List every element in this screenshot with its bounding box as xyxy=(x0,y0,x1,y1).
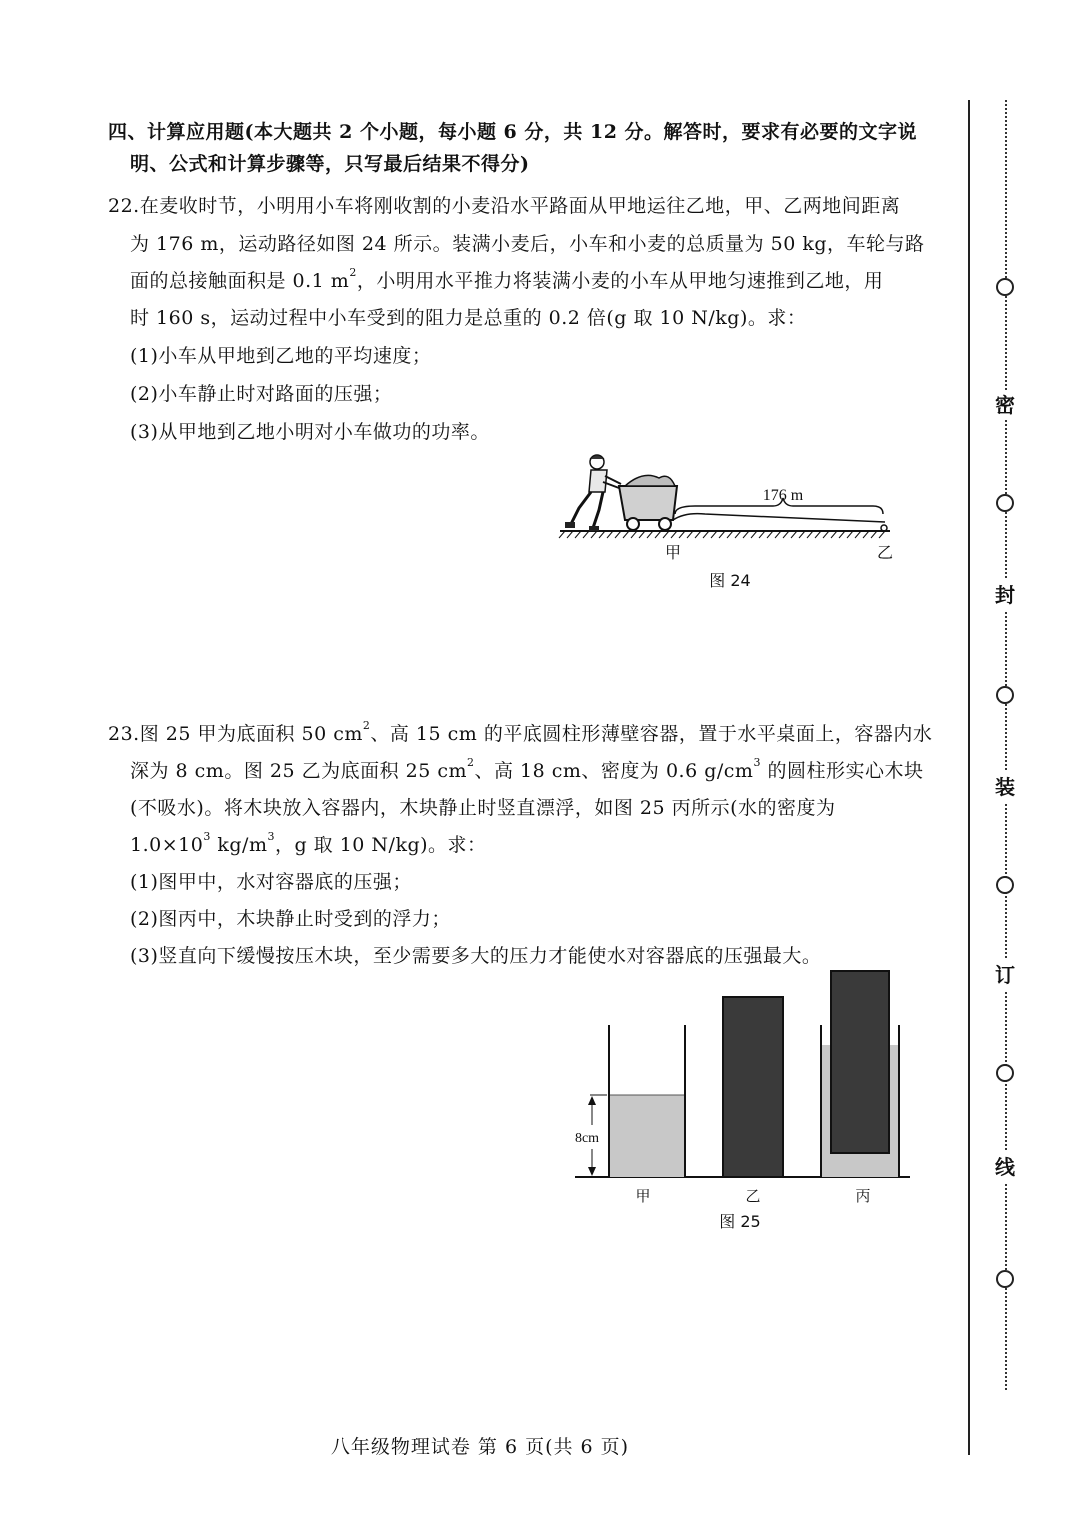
q23-sub3: (3)竖直向下缓慢按压木块，至少需要多大的压力才能使水对容器底的压强最大。 xyxy=(130,945,822,967)
container-c xyxy=(821,971,899,1177)
q23-line1: 23.图 25 甲为底面积 50 $cm^2$、高 15 cm 的平底圆柱形薄壁容器，置于水平桌面上，容器内水 xyxy=(108,719,933,745)
binding-margin-line xyxy=(968,100,970,1455)
distance-label: 176 m xyxy=(762,487,804,504)
q23-line3: (不吸水)。将木块放入容器内，木块静止时竖直漂浮，如图 25 丙所示(水的密度为 xyxy=(130,797,836,819)
q23-line4: $1.0\times 10^3$ $kg/m^3$，g 取 10 N/kg)。求： xyxy=(130,830,487,856)
page-footer: 八年级物理试卷 第 6 页(共 6 页) xyxy=(330,1436,630,1458)
binding-circle xyxy=(996,494,1014,512)
binding-circle xyxy=(996,278,1014,296)
label-a: 甲 xyxy=(635,1187,651,1205)
binding-char-feng: 封 xyxy=(990,580,1020,610)
binding-circle xyxy=(996,876,1014,894)
binding-char-ding: 订 xyxy=(990,960,1020,990)
end-label: 乙 xyxy=(876,543,894,562)
binding-char-zhuang: 装 xyxy=(990,772,1020,802)
q22-sub3: (3)从甲地到乙地小明对小车做功的功率。 xyxy=(130,421,490,443)
q22-line3: 面的总接触面积是 0.1 $m^2$，小明用水平推力将装满小麦的小车从甲地匀速推到乙地，用 xyxy=(130,266,884,292)
figure-25 xyxy=(565,965,915,1235)
q23-sub2: (2)图丙中，木块静止时受到的浮力； xyxy=(130,908,451,930)
label-c: 丙 xyxy=(855,1187,871,1205)
start-label: 甲 xyxy=(664,543,682,562)
q22-sub2: (2)小车静止时对路面的压强； xyxy=(130,383,393,405)
figure-25-caption: 图 25 xyxy=(719,1212,761,1231)
figure-24 xyxy=(555,448,900,593)
q22-sub1: (1)小车从甲地到乙地的平均速度； xyxy=(130,345,432,367)
q22-line4: 时 160 s，运动过程中小车受到的阻力是总重的 0.2 倍(g 取 10 N/kg)。求： xyxy=(130,307,807,329)
binding-circle xyxy=(996,1270,1014,1288)
binding-char-mi: 密 xyxy=(990,390,1020,420)
q23-sub1: (1)图甲中，水对容器底的压强； xyxy=(130,871,412,893)
figure-24-caption: 图 24 xyxy=(709,571,751,590)
wood-block xyxy=(723,997,783,1177)
container-a xyxy=(609,1025,685,1177)
label-b: 乙 xyxy=(745,1187,761,1205)
binding-circle xyxy=(996,686,1014,704)
section-title-line1: 四、计算应用题(本大题共 2 个小题，每小题 6 分，共 12 分。解答时，要求有必要的文字说 xyxy=(108,121,918,143)
binding-circle xyxy=(996,1064,1014,1082)
boy-pushing-cart-illustration xyxy=(565,455,677,531)
q22-line1: 22.在麦收时节，小明用小车将刚收割的小麦沿水平路面从甲地运往乙地，甲、乙两地间距离 xyxy=(108,195,901,217)
binding-char-xian: 线 xyxy=(990,1152,1020,1182)
depth-label: 8cm xyxy=(574,1131,600,1146)
section-title-line2: 明、公式和计算步骤等，只写最后结果不得分) xyxy=(130,153,530,175)
q23-line2: 深为 8 cm。图 25 乙为底面积 25 $cm^2$、高 18 cm、密度为 0.6 $g/cm^3$ 的圆柱形实心木块 xyxy=(130,756,924,782)
q22-line2: 为 176 m，运动路径如图 24 所示。装满小麦后，小车和小麦的总质量为 50 kg，车轮与路 xyxy=(130,233,925,255)
